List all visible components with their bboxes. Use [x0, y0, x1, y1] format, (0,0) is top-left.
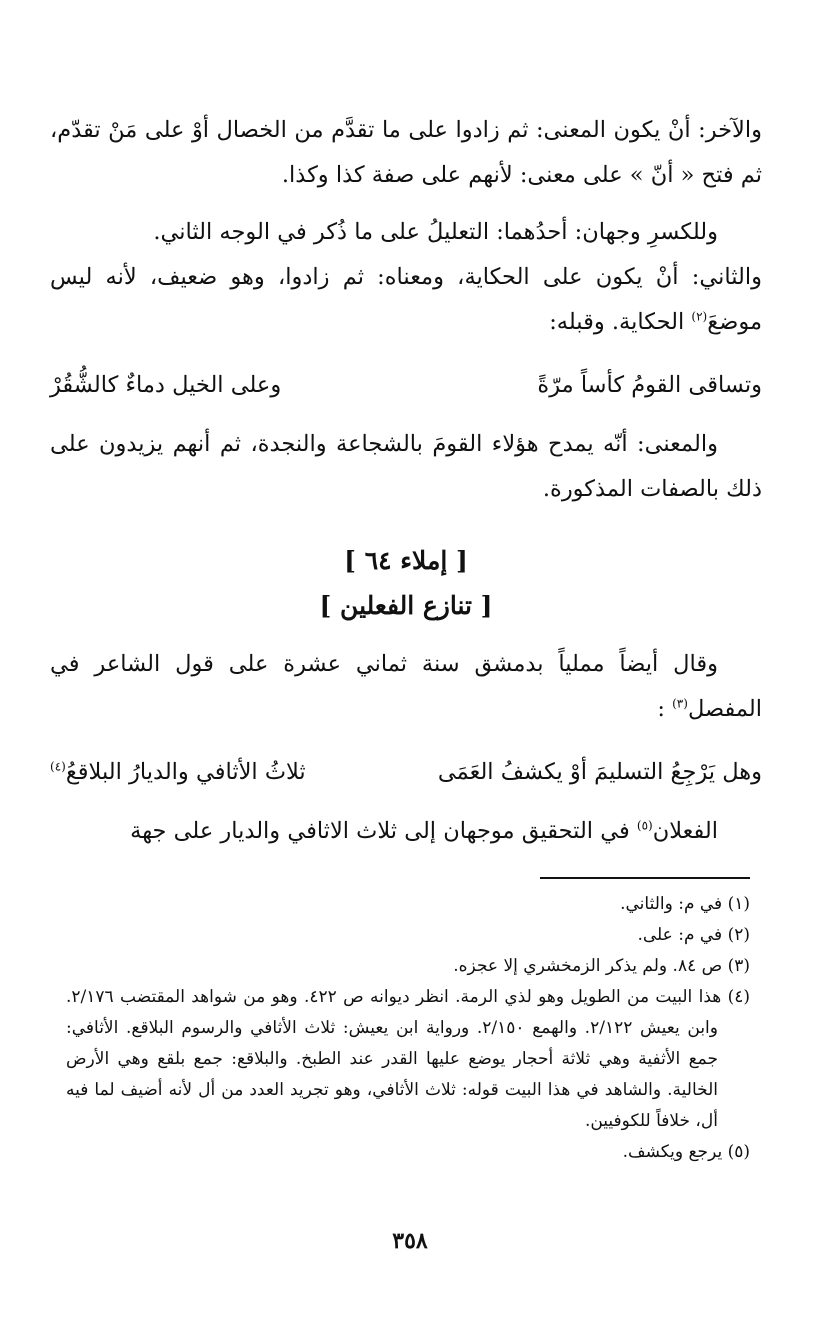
footnotes-section	[66, 877, 750, 1168]
paragraph-two-verbs	[50, 809, 762, 854]
verse-1-second-hemistich: وعلى الخيل دماءٌ كالشُّقُرْ	[50, 372, 282, 398]
footnote-separator-rule	[540, 877, 750, 879]
verse-2-second-hemistich-text: ثلاثُ الأثافي والديارُ البلاقعُ	[65, 759, 306, 785]
footnote-5: (٥) يرجع ويكشف.	[622, 1142, 750, 1162]
verse-2-first-hemistich: وهل يَرْجِعُ التسليمَ أوْ يكشفُ العَمَى	[437, 759, 762, 785]
footnote-3: (٣) ص ٨٤. ولم يذكر الزمخشري إلا عجزه.	[453, 956, 750, 976]
verse-2-second-hemistich	[50, 750, 306, 795]
paragraph-second-reading-text-b: الحكاية. وقبله:	[549, 309, 692, 335]
footnote-ref-5[interactable]: (٥)	[636, 818, 653, 833]
paragraph-dictation	[50, 642, 762, 732]
paragraph-second-reading-text-a: والثاني: أنْ يكون على الحكاية، ومعناه: ثم زادوا، وهو ضعيف، لأنه ليس موضعَ	[50, 264, 762, 335]
paragraph-intro-text: والآخر: أنْ يكون المعنى: ثم زادوا على ما تقدَّم من الخصال أوْ على مَنْ تقدّم، ثم فتح « أنّ » على معنى: لأنهم على صفة كذا وكذا.	[50, 117, 762, 188]
paragraph-meaning-text: والمعنى: أنّه يمدح هؤلاء القومَ بالشجاعة والنجدة، ثم أنهم يزيدون على ذلك بالصفات المذكورة.	[50, 431, 762, 502]
page-number: ٣٥٨	[392, 1228, 428, 1254]
paragraph-two-verbs-text-a: الفعلان	[652, 818, 718, 844]
footnote-4: (٤) هذا البيت من الطويل وهو لذي الرمة. انظر ديوانه ص ٤٢٢. وهو من شواهد المقتضب ٢/١٧٦. وابن يعيش ٢/١٢٢. والهمع ٢/١٥٠. ورواية ابن يعيش: ثلاث الأثافي والرسوم البلاقع. الأثافي: جمع الأثفية وهي ثلاثة أحجار يوضع عليها القدر عند الطبخ. والبلاقع: جمع بلقع وهي الأرض الخالية. والشاهد في هذا البيت قوله: ثلاث الأثافي، وهو تجريد العدد من أل لأنه أضيف لما فيه أل، خلافاً للكوفيين.	[66, 987, 750, 1131]
verse-1-first-hemistich: وتساقى القومُ كأساً مرّةً	[537, 372, 762, 398]
footnote-1: (١) في م: والثاني.	[620, 894, 750, 914]
footnote-2: (٢) في م: على.	[637, 925, 750, 945]
paragraph-two-verbs-text-b: في التحقيق موجهان إلى ثلاث الاثافي والديار على جهة	[130, 818, 637, 844]
paragraph-meaning	[50, 422, 762, 512]
paragraph-dictation-text-b: :	[657, 696, 665, 722]
footnote-ref-3[interactable]: (٣)	[672, 696, 688, 711]
section-heading-imla: [ إملاء ٦٤ ]	[344, 546, 468, 575]
paragraph-dictation-text-a: وقال أيضاً مملياً بدمشق سنة ثماني عشرة على قول الشاعر في المفصل	[50, 651, 762, 722]
paragraph-kasr-text: وللكسرِ وجهان: أحدُهما: التعليلُ على ما ذُكر في الوجه الثاني.	[153, 219, 718, 245]
poetry-verse-1	[50, 363, 762, 408]
paragraph-kasr	[50, 210, 762, 255]
paragraph-intro	[50, 108, 762, 198]
footnote-ref-2[interactable]: (٢)	[691, 309, 708, 324]
poetry-verse-2	[50, 750, 762, 795]
section-heading-topic: [ تنازع الفعلين ]	[319, 591, 493, 620]
footnote-ref-4[interactable]: (٤)	[50, 759, 66, 774]
paragraph-second-reading	[50, 255, 762, 345]
